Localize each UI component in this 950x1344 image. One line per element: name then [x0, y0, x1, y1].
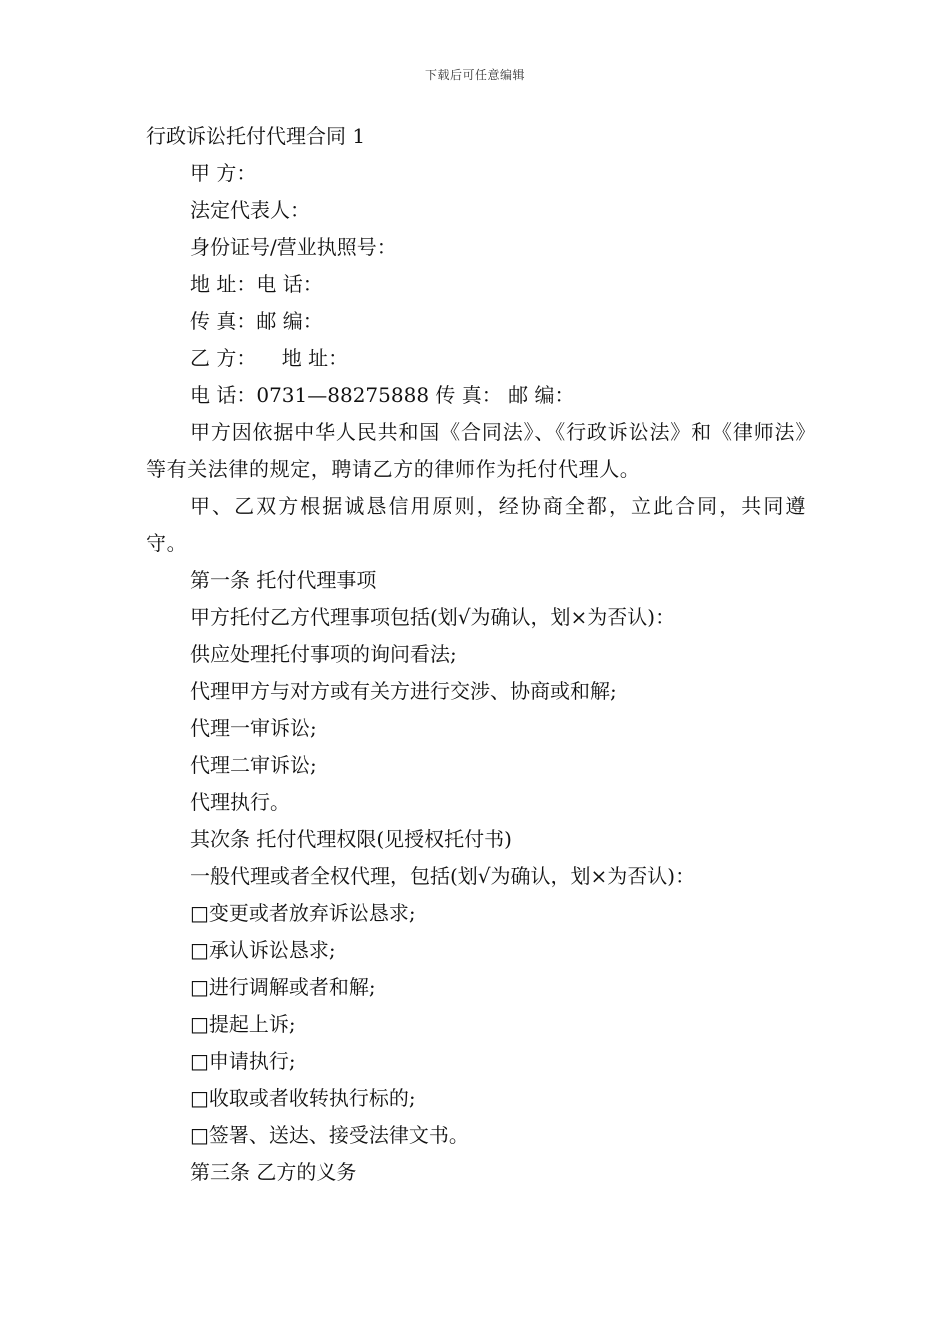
party-a-line: 甲 方： [190, 161, 257, 185]
document-body [146, 118, 806, 1191]
document-title: 行政诉讼托付代理合同 1 [146, 124, 366, 148]
id-license-line: 身份证号/营业执照号： [190, 235, 397, 259]
article2-heading: 其次条 托付代理权限(见授权托付书) [190, 827, 512, 851]
article1-item: 代理执行。 [190, 790, 290, 814]
article1-item: 代理二审诉讼; [190, 753, 317, 777]
legal-representative-line: 法定代表人： [190, 198, 310, 222]
article3-heading: 第三条 乙方的义务 [190, 1160, 357, 1184]
agreement-paragraph: 甲、乙双方根据诚恳信用原则，经协商全都，立此合同，共同遵守。 [146, 494, 806, 555]
article2-item: □提起上诉; [190, 1012, 296, 1036]
article1-intro: 甲方托付乙方代理事项包括(划√为确认，划×为否认)： [190, 605, 676, 629]
address-phone-line: 地 址：电 话： [190, 272, 323, 296]
article2-item: □收取或者收转执行标的; [190, 1086, 416, 1110]
party-b-contact-line: 电 话：0731—88275888 传 真： 邮 编： [190, 383, 575, 407]
article2-item: □承认诉讼恳求; [190, 938, 336, 962]
article1-item: 代理一审诉讼; [190, 716, 317, 740]
party-b-line: 乙 方： 地 址： [190, 346, 349, 370]
article2-item: □进行调解或者和解; [190, 975, 376, 999]
article2-item: □申请执行; [190, 1049, 296, 1073]
article1-item: 供应处理托付事项的询问看法; [190, 642, 457, 666]
article2-item: □签署、送达、接受法律文书。 [190, 1123, 469, 1147]
fax-postcode-line: 传 真：邮 编： [190, 309, 323, 333]
page-header: 下载后可任意编辑 [424, 68, 525, 82]
article1-heading: 第一条 托付代理事项 [190, 568, 377, 592]
preamble-paragraph: 甲方因依据中华人民共和国《合同法》、《行政诉讼法》和《律师法》等有关法律的规定，聘请乙方的律师作为托付代理人。 [146, 420, 806, 481]
article2-item: □变更或者放弃诉讼恳求; [190, 901, 416, 925]
article1-item: 代理甲方与对方或有关方进行交涉、协商或和解; [190, 679, 617, 703]
article2-intro: 一般代理或者全权代理，包括(划√为确认，划×为否认)： [190, 864, 696, 888]
